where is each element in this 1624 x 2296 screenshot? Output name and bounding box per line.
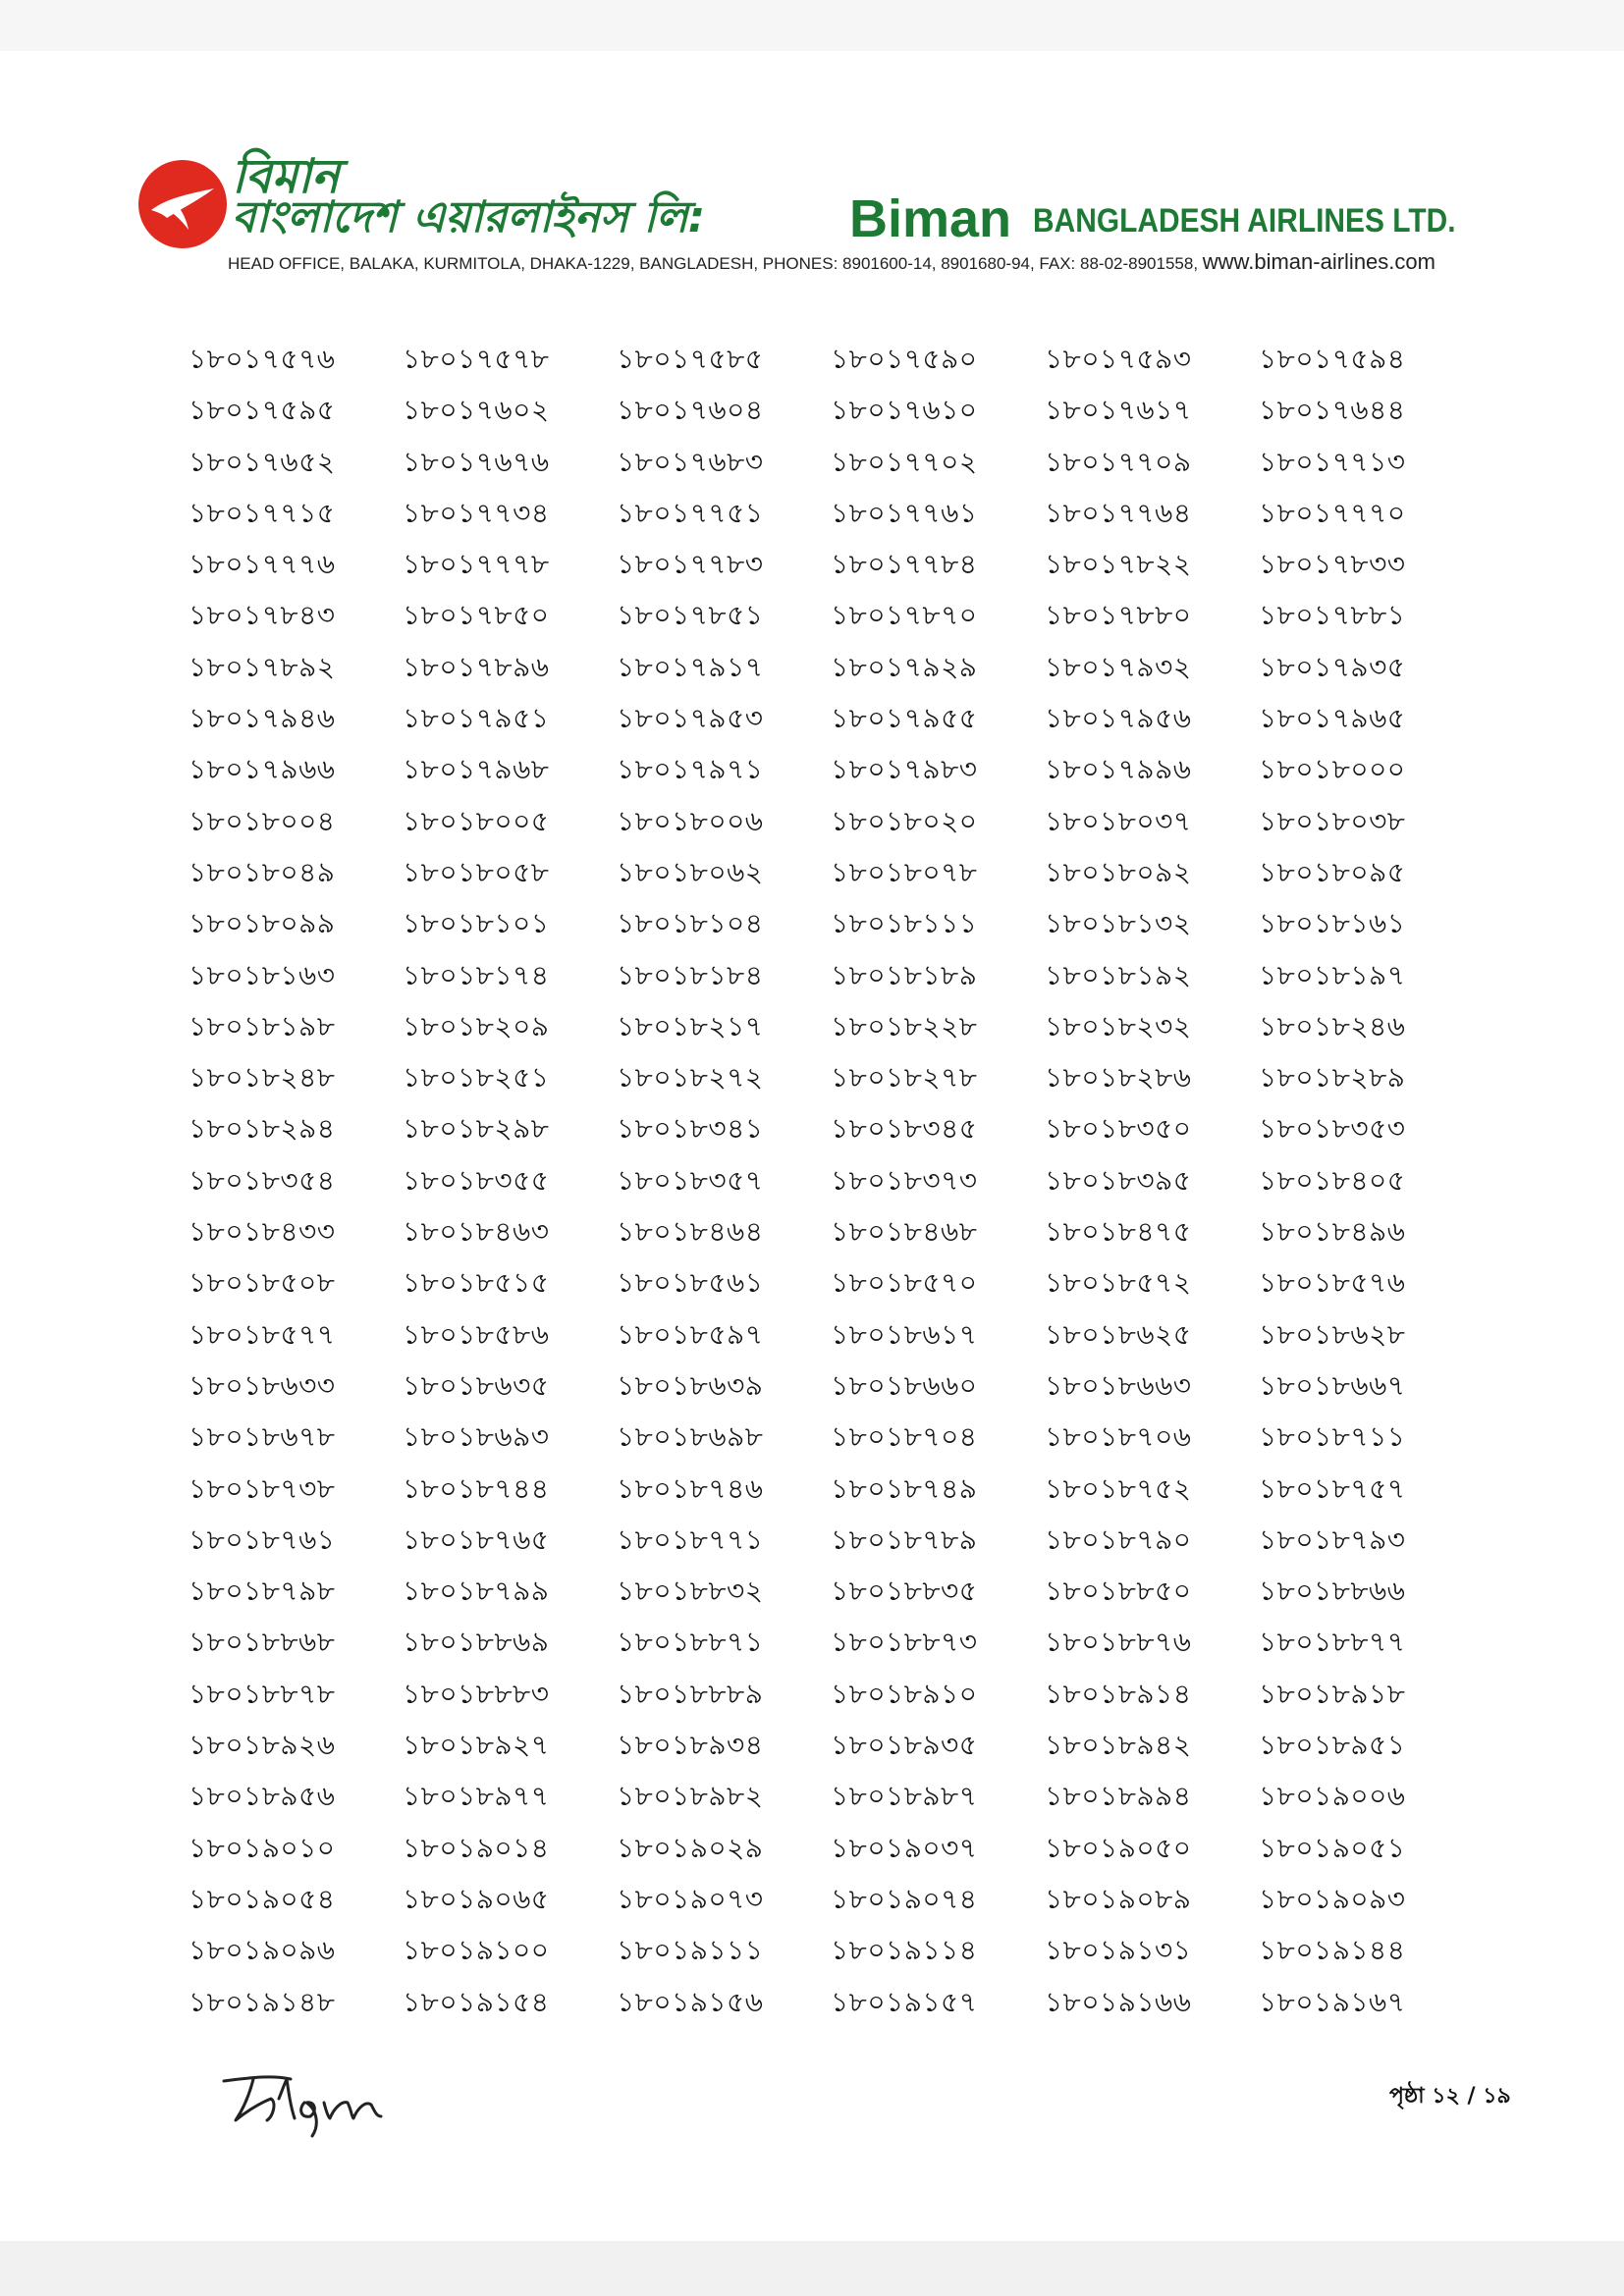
scan-top-shade (0, 0, 1624, 51)
roll-number: ১৮০১৯০৯৬ (189, 1934, 336, 1967)
roll-number: ১৮০১৮৭৯৩ (1259, 1522, 1406, 1556)
roll-number: ১৮০১৮৩৫৫ (403, 1163, 550, 1197)
roll-number: ১৮০১৭৭৬১ (831, 496, 978, 529)
roll-number: ১৮০১৮৩৫০ (1045, 1112, 1192, 1146)
roll-number: ১৮০১৮৫৭০ (831, 1266, 978, 1300)
roll-number: ১৮০১৯১৫৭ (831, 1985, 978, 2018)
roll-number: ১৮০১৮৫৯৭ (617, 1317, 764, 1351)
roll-number: ১৮০১৮৯৪২ (1045, 1729, 1192, 1762)
roll-number: ১৮০১৮০০৪ (189, 804, 336, 837)
roll-number: ১৮০১৮৯১৮ (1259, 1677, 1406, 1710)
roll-number: ১৮০১৭৯১৭ (617, 650, 764, 683)
roll-number: ১৮০১৮৭৯৯ (403, 1575, 550, 1608)
roll-number: ১৮০১৮৪০৫ (1259, 1163, 1406, 1197)
roll-number: ১৮০১৯১১১ (617, 1934, 764, 1967)
roll-number: ১৮০১৮৯২৭ (403, 1729, 550, 1762)
roll-number: ১৮০১৮৫০৮ (189, 1266, 336, 1300)
bangla-company-name: বাংলাদেশ এয়ারলাইনস লি: (232, 192, 706, 242)
roll-number: ১৮০১৮০৯৫ (1259, 855, 1406, 888)
roll-number: ১৮০১৮৩৪১ (617, 1112, 764, 1146)
roll-number: ১৮০১৮৭০৪ (831, 1420, 978, 1454)
roll-number: ১৮০১৭৫৭৮ (403, 343, 550, 375)
roll-number: ১৮০১৭৯৫৬ (1045, 702, 1192, 735)
roll-number: ১৮০১৭৭৮৩ (617, 548, 764, 581)
roll-number: ১৮০১৮৮৩৫ (831, 1575, 978, 1608)
roll-number: ১৮০১৮১৮৯ (831, 958, 978, 991)
roll-number: ১৮০১৮০৯২ (1045, 855, 1192, 888)
roll-number: ১৮০১৮৬৬৩ (1045, 1368, 1192, 1402)
roll-number: ১৮০১৯০১০ (189, 1831, 336, 1864)
roll-number: ১৮০১৮৩৭৩ (831, 1163, 978, 1197)
roll-number: ১৮০১৭৬১৭ (1045, 394, 1192, 427)
roll-number: ১৮০১৮৮৮৯ (617, 1677, 764, 1710)
roll-number: ১৮০১৮২১৭ (617, 1009, 764, 1042)
roll-number: ১৮০১৭৯২৯ (831, 650, 978, 683)
roll-number: ১৮০১৮০০৬ (617, 804, 764, 837)
roll-number: ১৮০১৭৫৮৫ (617, 343, 764, 375)
roll-number: ১৮০১৮৪৯৬ (1259, 1215, 1406, 1249)
roll-number: ১৮০১৭৮২২ (1045, 548, 1192, 581)
roll-number: ১৮০১৭৭৫১ (617, 496, 764, 529)
roll-number: ১৮০১৭৫৯০ (831, 343, 978, 375)
roll-number: ১৮০১৮৭৪৯ (831, 1471, 978, 1505)
roll-number: ১৮০১৯০৫০ (1045, 1831, 1192, 1864)
letterhead (137, 149, 1492, 274)
roll-number: ১৮০১৭৬৮৩ (617, 445, 764, 478)
roll-number: ১৮০১৮১৬১ (1259, 907, 1406, 940)
roll-number: ১৮০১৮৯৫১ (1259, 1729, 1406, 1762)
roll-number: ১৮০১৮৭৭১ (617, 1522, 764, 1556)
roll-number: ১৮০১৮৯৮২ (617, 1780, 764, 1813)
roll-number: ১৮০১৭৯৬৫ (1259, 702, 1406, 735)
roll-number: ১৮০১৭৯৮৩ (831, 753, 978, 786)
roll-number: ১৮০১৮৭৬১ (189, 1522, 336, 1556)
roll-number: ১৮০১৮২৮৬ (1045, 1061, 1192, 1095)
handwritten-signature (214, 2059, 420, 2138)
roll-number: ১৮০১৮১৯৮ (189, 1009, 336, 1042)
roll-number: ১৮০১৮১৭৪ (403, 958, 550, 991)
roll-number: ১৮০১৮২৮৯ (1259, 1061, 1406, 1095)
roll-number: ১৮০১৮০৩৭ (1045, 804, 1192, 837)
roll-number: ১৮০১৮২৯৮ (403, 1112, 550, 1146)
roll-number: ১৮০১৭৮৫১ (617, 599, 764, 632)
roll-number: ১৮০১৮১৩২ (1045, 907, 1192, 940)
roll-number: ১৮০১৮০৫৮ (403, 855, 550, 888)
roll-number: ১৮০১৮৫৭৭ (189, 1317, 336, 1351)
roll-number: ১৮০১৮৭৫৭ (1259, 1471, 1406, 1505)
roll-number: ১৮০১৭৬১০ (831, 394, 978, 427)
roll-number: ১৮০১৯১৪৪ (1259, 1934, 1406, 1967)
roll-number: ১৮০১৭৫৯৩ (1045, 343, 1192, 375)
roll-number: ১৮০১৮১৯২ (1045, 958, 1192, 991)
biman-logo-icon (137, 159, 228, 249)
roll-number: ১৮০১৯০০৬ (1259, 1780, 1406, 1813)
roll-number: ১৮০১৭৮৫০ (403, 599, 550, 632)
roll-number: ১৮০১৮৮৬৮ (189, 1626, 336, 1659)
roll-number: ১৮০১৮২৫১ (403, 1061, 550, 1095)
roll-number: ১৮০১৭৭১৩ (1259, 445, 1406, 478)
roll-number: ১৮০১৯১৩১ (1045, 1934, 1192, 1967)
roll-number: ১৮০১৯১০০ (403, 1934, 550, 1967)
roll-number: ১৮০১৯০৭৩ (617, 1882, 764, 1915)
roll-number: ১৮০১৮৮৭৩ (831, 1626, 978, 1659)
roll-number: ১৮০১৮০২০ (831, 804, 978, 837)
roll-number: ১৮০১৭৫৯৪ (1259, 343, 1406, 375)
roll-number: ১৮০১৮৭৯৮ (189, 1575, 336, 1608)
website-link[interactable]: www.biman-airlines.com (1202, 249, 1435, 274)
roll-number: ১৮০১৭৬৭৬ (403, 445, 550, 478)
bangla-brand-name: বিমান (232, 149, 340, 204)
roll-number: ১৮০১৮৩৫৪ (189, 1163, 336, 1197)
roll-number: ১৮০১৯০৬৫ (403, 1882, 550, 1915)
roll-number: ১৮০১৮৭০৬ (1045, 1420, 1192, 1454)
roll-number: ১৮০১৮১১১ (831, 907, 978, 940)
roll-number: ১৮০১৭৭০৯ (1045, 445, 1192, 478)
roll-number: ১৮০১৮৭৪৪ (403, 1471, 550, 1505)
roll-number: ১৮০১৭৯৫৩ (617, 702, 764, 735)
roll-number: ১৮০১৮৮৬৬ (1259, 1575, 1406, 1608)
roll-number: ১৮০১৮৫৮৬ (403, 1317, 550, 1351)
roll-number: ১৮০১৮৬২৮ (1259, 1317, 1406, 1351)
roll-number: ১৮০১৮৭৩৮ (189, 1471, 336, 1505)
roll-number: ১৮০১৮০৩৮ (1259, 804, 1406, 837)
roll-number: ১৮০১৯০১৪ (403, 1831, 550, 1864)
roll-number: ১৮০১৮২৭৮ (831, 1061, 978, 1095)
roll-number: ১৮০১৯০৭৪ (831, 1882, 978, 1915)
roll-number: ১৮০১৮৮৫০ (1045, 1575, 1192, 1608)
scan-bottom-shade (0, 2241, 1624, 2296)
roll-number: ১৮০১৮৭৯০ (1045, 1522, 1192, 1556)
roll-number: ১৮০১৭৯৬৬ (189, 753, 336, 786)
roll-number: ১৮০১৮২৭২ (617, 1061, 764, 1095)
roll-number: ১৮০১৮২৩২ (1045, 1009, 1192, 1042)
roll-number: ১৮০১৮৫৬১ (617, 1266, 764, 1300)
roll-number-grid (189, 334, 1473, 2028)
roll-number: ১৮০১৯০৩৭ (831, 1831, 978, 1864)
roll-number: ১৮০১৮৭৮৯ (831, 1522, 978, 1556)
roll-number: ১৮০১৯১৬৬ (1045, 1985, 1192, 2018)
roll-number: ১৮০১৭৭৮৪ (831, 548, 978, 581)
roll-number: ১৮০১৭৫৭৬ (189, 343, 336, 375)
roll-number: ১৮০১৮৯৩৫ (831, 1729, 978, 1762)
roll-number: ১৮০১৭৭৩৪ (403, 496, 550, 529)
roll-number: ১৮০১৮০৭৮ (831, 855, 978, 888)
roll-number: ১৮০১৮৬৩৫ (403, 1368, 550, 1402)
roll-number: ১৮০১৮৯১০ (831, 1677, 978, 1710)
roll-number: ১৮০১৮১৯৭ (1259, 958, 1406, 991)
roll-number: ১৮০১৭৯৩২ (1045, 650, 1192, 683)
roll-number: ১৮০১৮৩৫৩ (1259, 1112, 1406, 1146)
roll-number: ১৮০১৮৪৬৪ (617, 1215, 764, 1249)
roll-number: ১৮০১৮৬৯৩ (403, 1420, 550, 1454)
roll-number: ১৮০১৭৬০৪ (617, 394, 764, 427)
roll-number: ১৮০১৭৮৪৩ (189, 599, 336, 632)
roll-number: ১৮০১৮৫১৫ (403, 1266, 550, 1300)
roll-number: ১৮০১৮৬৯৮ (617, 1420, 764, 1454)
roll-number: ১৮০১৭৯৫৫ (831, 702, 978, 735)
roll-number: ১৮০১৭৭০২ (831, 445, 978, 478)
roll-number: ১৮০১৮৪৭৫ (1045, 1215, 1192, 1249)
roll-number: ১৮০১৭৭৭৮ (403, 548, 550, 581)
roll-number: ১৮০১৮২৪৮ (189, 1061, 336, 1095)
roll-number: ১৮০১৮২৪৬ (1259, 1009, 1406, 1042)
roll-number: ১৮০১৭৯৬৮ (403, 753, 550, 786)
roll-number: ১৮০১৭৬৫২ (189, 445, 336, 478)
roll-number: ১৮০১৭৬০২ (403, 394, 550, 427)
roll-number: ১৮০১৯১১৪ (831, 1934, 978, 1967)
roll-number: ১৮০১৭৭৭০ (1259, 496, 1406, 529)
roll-number: ১৮০১৮৬৩৩ (189, 1368, 336, 1402)
roll-number: ১৮০১৮৬২৫ (1045, 1317, 1192, 1351)
roll-number: ১৮০১৭৮৮১ (1259, 599, 1406, 632)
roll-number: ১৮০১৮৭৫২ (1045, 1471, 1192, 1505)
roll-number: ১৮০১৭৭১৫ (189, 496, 336, 529)
roll-number: ১৮০১৮৯১৪ (1045, 1677, 1192, 1710)
roll-number: ১৮০১৮৬৬৭ (1259, 1368, 1406, 1402)
roll-number: ১৮০১৮৬১৭ (831, 1317, 978, 1351)
roll-number: ১৮০১৭৭৭৬ (189, 548, 336, 581)
roll-number: ১৮০১৮৮৭৭ (1259, 1626, 1406, 1659)
roll-number: ১৮০১৭৮৮০ (1045, 599, 1192, 632)
roll-number: ১৮০১৯১৫৪ (403, 1985, 550, 2018)
roll-number: ১৮০১৮৫৭২ (1045, 1266, 1192, 1300)
roll-number: ১৮০১৮৬৩৯ (617, 1368, 764, 1402)
roll-number: ১৮০১৮৫৭৬ (1259, 1266, 1406, 1300)
roll-number: ১৮০১৭৮৩৩ (1259, 548, 1406, 581)
roll-number: ১৮০১৮৮৩২ (617, 1575, 764, 1608)
roll-number: ১৮০১৮৮৭৬ (1045, 1626, 1192, 1659)
roll-number: ১৮০১৭৭৬৪ (1045, 496, 1192, 529)
roll-number: ১৮০১৮৭৬৫ (403, 1522, 550, 1556)
english-company-name: BANGLADESH AIRLINES LTD. (1033, 202, 1456, 240)
roll-number: ১৮০১৮২৯৪ (189, 1112, 336, 1146)
roll-number: ১৮০১৭৮৯৬ (403, 650, 550, 683)
roll-number: ১৮০১৭৯৯৬ (1045, 753, 1192, 786)
roll-number: ১৮০১৮৯২৬ (189, 1729, 336, 1762)
roll-number: ১৮০১৯০৮৯ (1045, 1882, 1192, 1915)
roll-number: ১৮০১৮০৪৯ (189, 855, 336, 888)
english-brand-name: Biman (849, 189, 1012, 248)
roll-number: ১৮০১৮০০৫ (403, 804, 550, 837)
roll-number: ১৮০১৮০৯৯ (189, 907, 336, 940)
roll-number: ১৮০১৮২২৮ (831, 1009, 978, 1042)
roll-number: ১৮০১৭৯৩৫ (1259, 650, 1406, 683)
roll-number: ১৮০১৮১০৪ (617, 907, 764, 940)
roll-number: ১৮০১৮৩৯৫ (1045, 1163, 1192, 1197)
roll-number: ১৮০১৮৭৪৬ (617, 1471, 764, 1505)
roll-number: ১৮০১৭৬৪৪ (1259, 394, 1406, 427)
roll-number: ১৮০১৯১৫৬ (617, 1985, 764, 2018)
roll-number: ১৮০১৮৬৬০ (831, 1368, 978, 1402)
roll-number: ১৮০১৭৮৯২ (189, 650, 336, 683)
roll-number: ১৮০১৯০৫১ (1259, 1831, 1406, 1864)
roll-number: ১৮০১৮৪৬৩ (403, 1215, 550, 1249)
roll-number: ১৮০১৮২০৯ (403, 1009, 550, 1042)
roll-number: ১৮০১৮৯৮৭ (831, 1780, 978, 1813)
roll-number: ১৮০১৮০০০ (1259, 753, 1406, 786)
roll-number: ১৮০১৯০৫৪ (189, 1882, 336, 1915)
roll-number: ১৮০১৮৮৭৮ (189, 1677, 336, 1710)
roll-number: ১৮০১৭৯৭১ (617, 753, 764, 786)
roll-number: ১৮০১৮১৬৩ (189, 958, 336, 991)
roll-number: ১৮০১৭৯৪৬ (189, 702, 336, 735)
page-number: পৃষ্ঠা ১২ / ১৯ (1389, 2084, 1511, 2109)
roll-number: ১৮০১৮৮৮৩ (403, 1677, 550, 1710)
roll-number: ১৮০১৮৪৬৮ (831, 1215, 978, 1249)
roll-number: ১৮০১৮৭১১ (1259, 1420, 1406, 1454)
roll-number: ১৮০১৮৮৬৯ (403, 1626, 550, 1659)
address-text: HEAD OFFICE, BALAKA, KURMITOLA, DHAKA-1229, BANGLADESH, PHONES: 8901600-14, 8901680-94, FAX: 88-02-8901558, (228, 254, 1199, 273)
roll-number: ১৮০১৮৪৩৩ (189, 1215, 336, 1249)
roll-number: ১৮০১৮৯৯৪ (1045, 1780, 1192, 1813)
roll-number: ১৮০১৮৯৭৭ (403, 1780, 550, 1813)
roll-number: ১৮০১৮৩৫৭ (617, 1163, 764, 1197)
roll-number: ১৮০১৮৮৭১ (617, 1626, 764, 1659)
roll-number: ১৮০১৮০৬২ (617, 855, 764, 888)
roll-number: ১৮০১৭৮৭০ (831, 599, 978, 632)
roll-number: ১৮০১৮৩৪৫ (831, 1112, 978, 1146)
roll-number: ১৮০১৮৬৭৮ (189, 1420, 336, 1454)
roll-number: ১৮০১৮১৮৪ (617, 958, 764, 991)
roll-number: ১৮০১৮৯৩৪ (617, 1729, 764, 1762)
office-address (228, 249, 1435, 275)
roll-number: ১৮০১৭৯৫১ (403, 702, 550, 735)
roll-number: ১৮০১৮৯৫৬ (189, 1780, 336, 1813)
roll-number: ১৮০১৭৫৯৫ (189, 394, 336, 427)
roll-number: ১৮০১৯০৯৩ (1259, 1882, 1406, 1915)
roll-number: ১৮০১৮১০১ (403, 907, 550, 940)
roll-number: ১৮০১৯১৪৮ (189, 1985, 336, 2018)
roll-number: ১৮০১৯১৬৭ (1259, 1985, 1406, 2018)
roll-number: ১৮০১৯০২৯ (617, 1831, 764, 1864)
